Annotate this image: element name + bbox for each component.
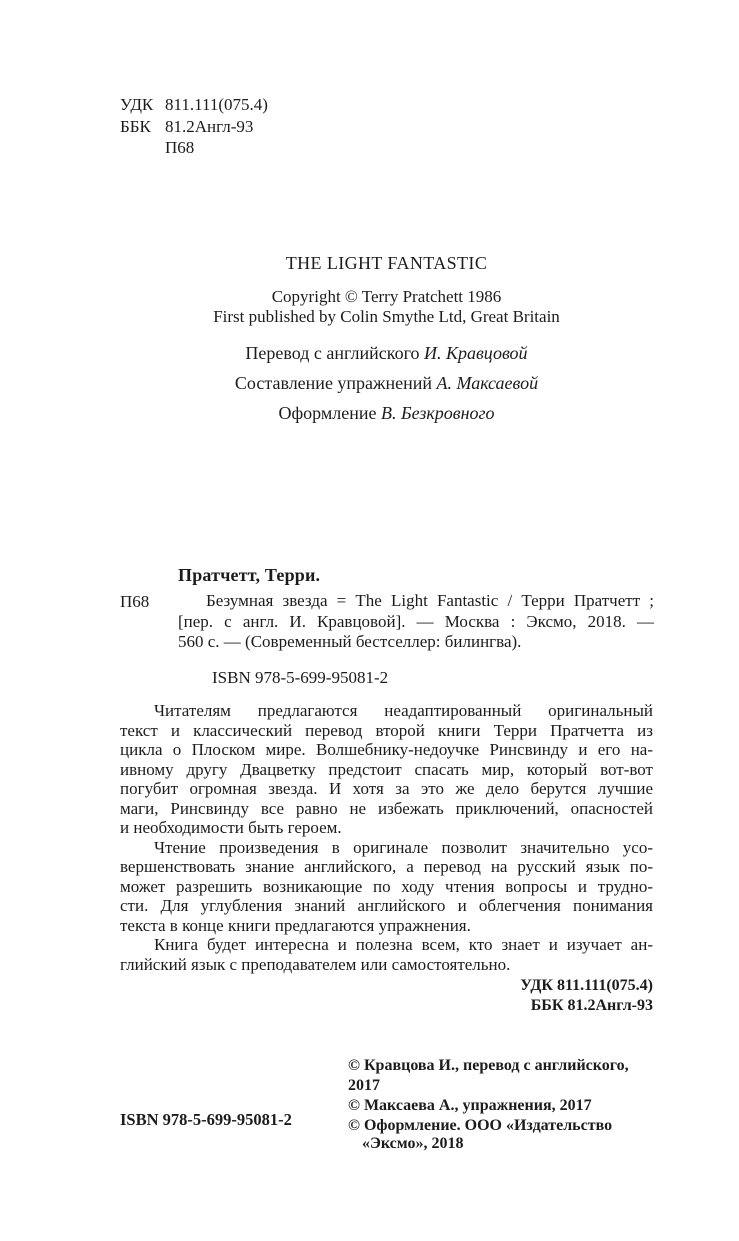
udk-value: 811.111(075.4)	[165, 95, 268, 114]
credit-name: В. Безкровного	[380, 403, 495, 423]
annotation-paragraph	[120, 838, 653, 936]
author-sign-code: П68	[165, 138, 195, 157]
annotation-line: Чтение произведения в оригинале позволит значительно усо-	[154, 837, 653, 857]
bottom-codes	[120, 976, 653, 1016]
annotation-line: ивному другу Двацветку предстоит спасать мир, который вот-вот	[120, 759, 653, 779]
annotation-line: и необходимости быть героем.	[120, 818, 342, 837]
footer-copyright-line: © Кравцова И., перевод с английского, 2017	[348, 1057, 629, 1094]
top-codes	[120, 94, 268, 159]
annotation-line: текст и классический перевод второй книги Терри Пратчетта из	[120, 720, 653, 740]
original-title: THE LIGHT FANTASTIC	[285, 253, 488, 273]
bbk-row	[120, 116, 268, 138]
annotation-paragraph	[120, 935, 653, 974]
footer-copyright-line: © Максаева А., упражнения, 2017	[348, 1097, 592, 1114]
first-published-line: First published by Colin Smythe Ltd, Great Britain	[213, 306, 560, 326]
bbk-label: ББК	[120, 116, 151, 136]
credit-prefix: Составление упражнений	[234, 373, 437, 393]
footer-isbn: ISBN 978-5-699-95081-2	[120, 1110, 292, 1129]
udk-label: УДК	[120, 95, 154, 114]
credit-name: И. Кравцовой	[424, 343, 528, 363]
catalog-author-sign: П68	[120, 592, 150, 611]
annotation-line: Книга будет интересна и полезна всем, кто знает и изучает ан-	[154, 935, 653, 954]
catalog-entry	[178, 591, 654, 653]
annotation-line: Читателям предлагаются неадаптированный оригинальный	[154, 701, 653, 720]
annotation-line: текста в конце книги предлагаются упражнения.	[120, 915, 471, 935]
catalog-entry-line: Безумная звезда = The Light Fantastic / Терри Пратчетт ;	[206, 591, 654, 610]
catalog-isbn: ISBN 978-5-699-95081-2	[212, 668, 389, 687]
footer-copyright-line: © Оформление. ООО «Издательство	[348, 1117, 613, 1134]
annotation-line: погубит огромная звезда. И хотя за это же дело берутся лучшие	[120, 779, 653, 798]
bottom-udk: УДК 811.111(075.4)	[520, 977, 653, 994]
annotation-line: глийский язык с преподавателем или самостоятельно.	[120, 954, 511, 974]
catalog-entry-line: [пер. с англ. И. Кравцовой]. — Москва : Эксмо, 2018. —	[178, 611, 654, 631]
annotation-line: цикла о Плоском мире. Волшебнику-недоучке Ринсвинду и его на-	[120, 740, 653, 759]
credit-name: А. Максаевой	[436, 373, 539, 393]
credit-prefix: Оформление	[278, 403, 381, 423]
annotation-line: может разрешить возникающие по ходу чтения вопросы и трудно-	[120, 876, 653, 896]
bbk-value: 81.2Англ-93	[165, 116, 254, 136]
credits-block	[120, 343, 653, 433]
catalog-author-header: Пратчетт, Терри.	[178, 565, 321, 585]
copyright-line: Copyright © Terry Pratchett 1986	[271, 287, 502, 306]
annotation-line: сти. Для углубления знаний английского и облегчения понимания	[120, 896, 653, 915]
bottom-bbk: ББК 81.2Англ-93	[530, 997, 653, 1014]
catalog-entry-line: 560 с. — (Современный бестселлер: билингва).	[178, 632, 522, 651]
footer-copyrights	[348, 1056, 658, 1152]
exercises-credit	[120, 373, 653, 394]
translation-credit	[120, 343, 653, 364]
title-block	[120, 253, 653, 326]
udk-row	[120, 94, 268, 116]
annotation-line: маги, Ринсвинду все равно не избежать приключений, опасностей	[120, 798, 653, 818]
footer-copyright-line-wrap: «Эксмо», 2018	[362, 1135, 464, 1152]
design-credit	[120, 403, 653, 424]
credit-prefix: Перевод с английского	[245, 343, 424, 363]
annotation-paragraph	[120, 701, 653, 838]
annotation-block	[120, 701, 653, 974]
annotation-line: вершенствовать знание английского, а перевод на русский язык по-	[120, 857, 653, 876]
